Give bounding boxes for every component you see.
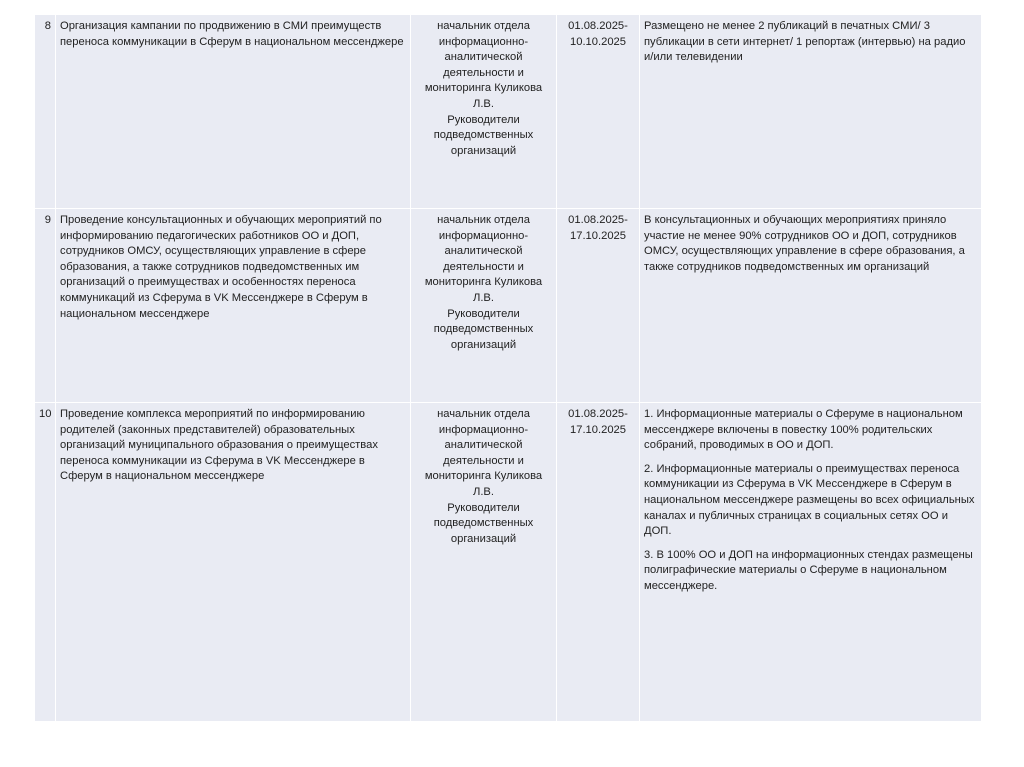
result-cell: Размещено не менее 2 публикаций в печатных СМИ/ 3 публикации в сети интернет/ 1 репортаж (интервью) на радио и/или телевидении xyxy=(640,15,982,209)
row-number: 9 xyxy=(35,209,56,403)
result-cell: В консультационных и обучающих мероприятиях приняло участие не менее 90% сотрудников ОО и ДОП, сотрудников ОМСУ, осуществляющих управление в сфере образования, а также сотрудников подведомственных им организаций xyxy=(640,209,982,403)
result-cell: 1. Информационные материалы о Сферуме в национальном мессенджере включены в повестку 100% родительских собраний, проводимых в ОО и ДОП. 2. Информационные материалы о преимуществах переноса коммуникации из Сферума в VK Мессенджере в Сферум в национальном мессенджере размещены во всех официальных каналах и публичных страницах в социальных сетях ОО и ДОП. 3. В 100% ОО и ДОП на информационных стендах размещены полиграфические материалы о Сферуме в национальном мессенджере. xyxy=(640,403,982,722)
activity-plan-table xyxy=(34,14,982,722)
table-row xyxy=(35,15,982,209)
activity-cell: Проведение консультационных и обучающих мероприятий по информированию педагогических работников ОО и ДОП, сотрудников ОМСУ, осуществляющих управление в сфере образования, а также сотрудников подведомственных им организаций о преимуществах и особенностях переноса коммуникаций из Сферума в VK Мессенджере в Сферум в национальном мессенджере xyxy=(56,209,411,403)
date-range-cell: 01.08.2025- 17.10.2025 xyxy=(557,209,640,403)
row-number: 10 xyxy=(35,403,56,722)
row-number: 8 xyxy=(35,15,56,209)
table-row xyxy=(35,403,982,722)
responsible-cell: начальник отдела информационно- аналитической деятельности и мониторинга Куликова Л.В. Руководители подведомственных организаций xyxy=(411,15,557,209)
activity-cell: Проведение комплекса мероприятий по информированию родителей (законных представителей) образовательных организаций муниципального образования о преимуществах переноса коммуникации из Сферума в VK Мессенджере в Сферум в национальном мессенджере xyxy=(56,403,411,722)
table-row xyxy=(35,209,982,403)
date-range-cell: 01.08.2025- 10.10.2025 xyxy=(557,15,640,209)
activity-cell: Организация кампании по продвижению в СМИ преимуществ переноса коммуникации в Сферум в национальном мессенджере xyxy=(56,15,411,209)
responsible-cell: начальник отдела информационно- аналитической деятельности и мониторинга Куликова Л.В. Руководители подведомственных организаций xyxy=(411,403,557,722)
responsible-cell: начальник отдела информационно- аналитической деятельности и мониторинга Куликова Л.В. Руководители подведомственных организаций xyxy=(411,209,557,403)
date-range-cell: 01.08.2025- 17.10.2025 xyxy=(557,403,640,722)
